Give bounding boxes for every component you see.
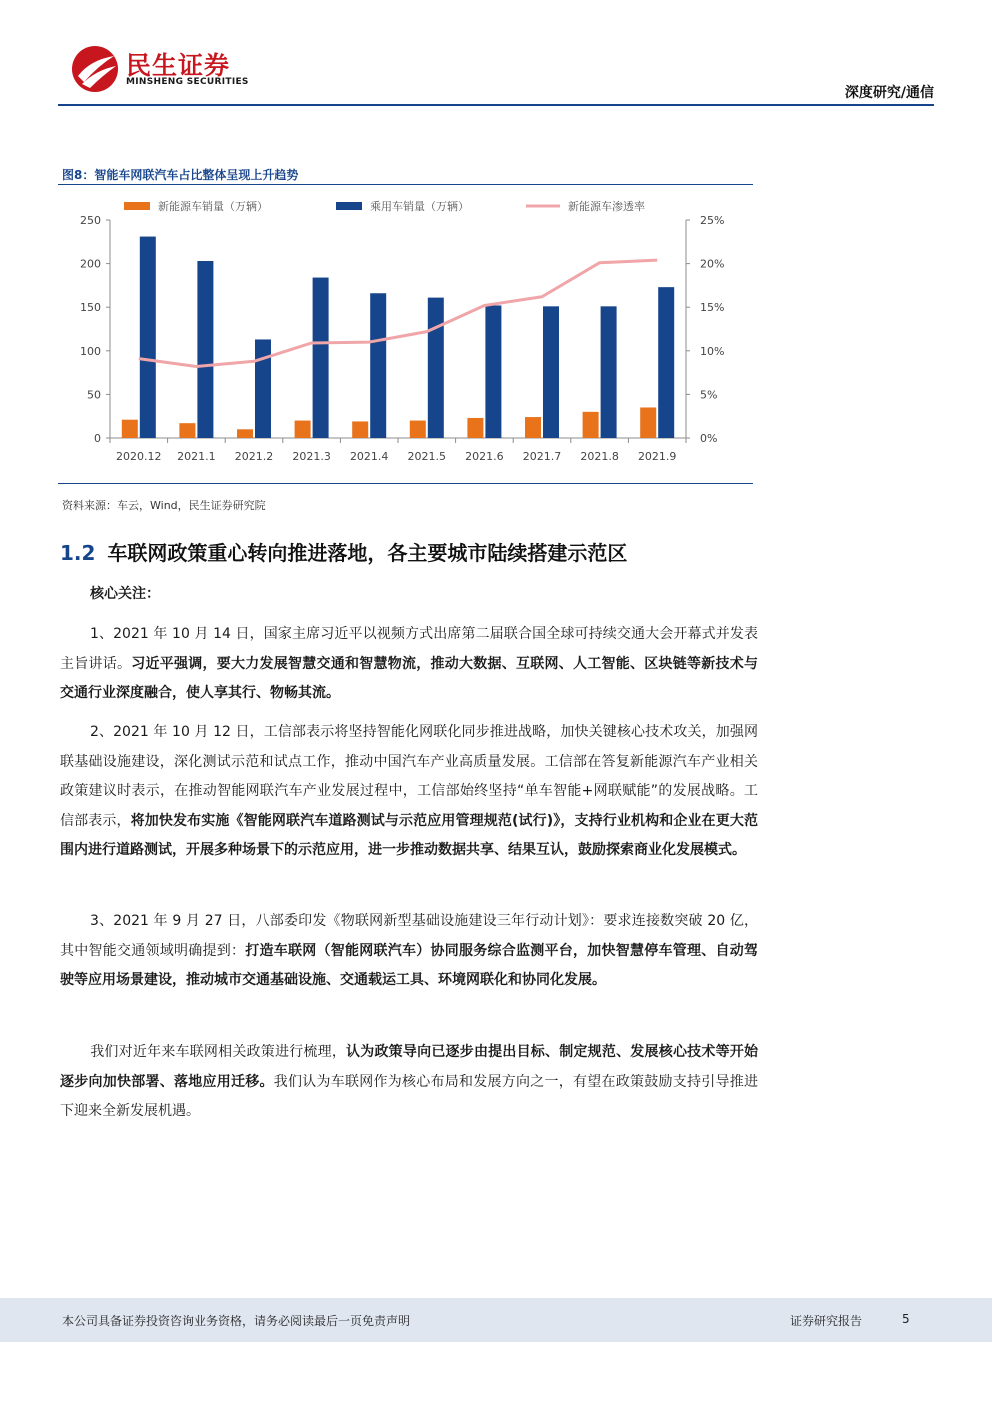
x-tick-label: 2021.2 <box>234 450 274 463</box>
y-right-tick-label: 20% <box>700 257 725 271</box>
bar-ev-sales <box>352 421 368 438</box>
y-right-tick-label: 10% <box>700 344 725 358</box>
bar-passenger-sales <box>313 278 329 438</box>
x-tick-label: 2021.8 <box>580 450 619 463</box>
x-tick-label: 2021.1 <box>177 450 216 463</box>
bar-passenger-sales <box>543 306 559 438</box>
bar-ev-sales <box>525 417 541 438</box>
y-left-tick-label: 50 <box>87 388 101 402</box>
breadcrumb: 深度研究/通信 <box>844 85 934 101</box>
page-number: 5 <box>902 1312 910 1326</box>
x-tick-label: 2021.3 <box>292 450 331 463</box>
legend-swatch <box>124 202 150 210</box>
y-left-tick-label: 0 <box>94 432 101 445</box>
bar-passenger-sales <box>601 306 617 438</box>
legend-label: 乘用车销量（万辆） <box>370 200 469 213</box>
x-tick-label: 2021.9 <box>637 450 677 463</box>
figure-title: 图8：智能车网联汽车占比整体呈现上升趋势 <box>62 168 299 182</box>
logo-text-cn: 民生证券 <box>126 51 231 80</box>
paragraph-4-bold: 认为政策导向已逐步由提出目标、制定规范、发展核心技术等开始逐步向加快部署、落地应用迁移。 <box>60 1044 759 1090</box>
section-heading <box>60 537 627 566</box>
paragraph-4-text-c: 我们认为车联网作为核心布局和发展方向之一，有望在政策鼓励支持引导推进下迎来全新发展机遇。 <box>60 1073 758 1120</box>
sales-penetration-chart <box>58 190 753 480</box>
minsheng-logo-icon <box>70 44 120 94</box>
paragraph-3-text: 3、2021 年 9 月 27 日，八部委印发《物联网新型基础设施建设三年行动计划》：要求连接数突破 20 亿，其中智能交通领域明确提到： <box>60 913 758 959</box>
figure-source: 资料来源：车云，Wind，民生证券研究院 <box>62 499 266 512</box>
x-tick-label: 2020.12 <box>116 450 162 463</box>
line-penetration-rate <box>139 260 657 366</box>
footer-disclaimer: 本公司具备证券投资咨询业务资格，请务必阅读最后一页免责声明 <box>62 1314 411 1328</box>
y-right-tick-label: 15% <box>700 301 725 315</box>
bar-ev-sales <box>467 418 483 438</box>
logo-text-en: MINSHENG SECURITIES <box>126 77 249 87</box>
bar-ev-sales <box>640 407 656 438</box>
y-left-tick-label: 250 <box>80 214 101 227</box>
paragraph-2 <box>60 718 758 866</box>
y-right-tick-label: 0% <box>700 432 718 445</box>
paragraph-4 <box>60 1038 758 1127</box>
section-title-text: 车联网政策重心转向推进落地，各主要城市陆续搭建示范区 <box>107 541 628 565</box>
page-footer <box>0 1298 992 1342</box>
y-right-tick-label: 25% <box>700 214 725 227</box>
y-right-tick-label: 5% <box>700 388 718 402</box>
x-tick-label: 2021.4 <box>349 450 389 463</box>
bar-passenger-sales <box>197 261 213 438</box>
bar-passenger-sales <box>658 287 674 438</box>
x-tick-label: 2021.6 <box>465 450 504 463</box>
chart-line <box>139 260 657 366</box>
bar-ev-sales <box>237 429 253 438</box>
bar-passenger-sales <box>140 237 156 438</box>
paragraph-1-text: 1、2021 年 10 月 14 日，国家主席习近平以视频方式出席第二届联合国全球可持续交通大会开幕式并发表主旨讲话。 <box>60 626 758 672</box>
y-left-tick-label: 150 <box>80 301 101 315</box>
x-tick-label: 2021.7 <box>522 450 562 463</box>
section-number: 1.2 <box>60 541 96 565</box>
paragraph-2-text: 2、2021 年 10 月 12 日，工信部表示将坚持智能化网联化同步推进战略，加快关键核心技术攻关，加强网联基础设施建设，深化测试示范和试点工作，推动中国汽车产业高质量发展。工信部在答复新能源汽车产业相关政策建议时表示，在推动智能网联汽车产业发展过程中，工信部始终坚持“单车智能+网联赋能”的发展战略。工信部表示， <box>60 724 758 829</box>
paragraph-1 <box>60 620 758 709</box>
header-divider <box>58 104 934 106</box>
paragraph-3-bold: 打造车联网（智能网联汽车）协同服务综合监测平台，加快智慧停车管理、自动驾驶等应用场景建设，推动城市交通基础设施、交通载运工具、环境网联化和协同化发展。 <box>60 942 758 989</box>
bar-passenger-sales <box>485 305 501 438</box>
x-tick-label: 2021.5 <box>407 450 447 463</box>
paragraph-1-bold: 习近平强调，要大力发展智慧交通和智慧物流，推动大数据、互联网、人工智能、区块链等新技术与交通行业深度融合，使人享其行、物畅其流。 <box>60 655 758 702</box>
company-logo <box>70 44 270 94</box>
y-left-tick-label: 100 <box>80 344 101 358</box>
bar-passenger-sales <box>428 298 444 438</box>
chart-legend <box>124 199 645 213</box>
legend-swatch <box>336 202 362 210</box>
bar-ev-sales <box>179 423 195 438</box>
bar-ev-sales <box>410 421 426 438</box>
figure-bottom-rule <box>58 483 753 484</box>
bar-ev-sales <box>583 412 599 438</box>
paragraph-2-bold: 将加快发布实施《智能网联汽车道路测试与示范应用管理规范(试行)》，支持行业机构和企业在更大范围内进行道路测试，开展多种场景下的示范应用，进一步推动数据共享、结果互认，鼓励探索商业化发展模式。 <box>60 812 759 859</box>
bar-ev-sales <box>122 420 138 438</box>
bar-passenger-sales <box>255 339 271 438</box>
figure-top-rule <box>58 184 753 185</box>
paragraph-3 <box>60 907 758 996</box>
bar-ev-sales <box>295 421 311 438</box>
legend-label: 新能源车销量（万辆） <box>158 200 268 213</box>
chart-axes <box>80 214 724 463</box>
focus-label: 核心关注： <box>90 586 160 602</box>
footer-report-type: 证券研究报告 <box>790 1314 863 1328</box>
paragraph-4-text-a: 我们对近年来车联网相关政策进行梳理， <box>90 1044 347 1060</box>
y-left-tick-label: 200 <box>80 257 101 271</box>
legend-label: 新能源车渗透率 <box>568 200 645 213</box>
bar-passenger-sales <box>370 293 386 438</box>
